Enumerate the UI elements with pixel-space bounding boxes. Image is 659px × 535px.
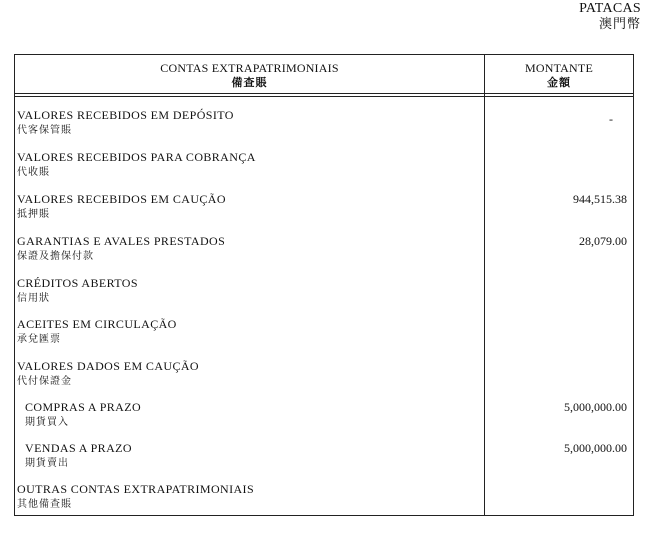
row-label [17, 358, 199, 390]
row-label-zh: 抵押賬 [17, 209, 50, 220]
row-label [17, 316, 177, 348]
row-label-zh: 承兌匯票 [17, 334, 61, 345]
table-row [15, 316, 633, 356]
currency-label [579, 1, 641, 31]
header-amount-pt: MONTANTE [525, 61, 593, 75]
row-label-pt: OUTRAS CONTAS EXTRAPATRIMONIAIS [17, 482, 255, 496]
row-label-pt: VALORES RECEBIDOS EM DEPÓSITO [17, 108, 234, 122]
row-label-zh: 代客保管賬 [17, 125, 72, 136]
row-label-pt: GARANTIAS E AVALES PRESTADOS [17, 234, 226, 248]
header-accounts [15, 61, 484, 91]
row-label [25, 399, 141, 431]
row-amount: 944,515.38 [573, 192, 627, 206]
header-amount-zh: 金額 [547, 77, 571, 89]
row-label [17, 233, 225, 265]
table-row [15, 481, 633, 521]
row-label [17, 191, 226, 223]
row-label [17, 149, 256, 181]
table-row [15, 149, 633, 189]
header-divider [15, 93, 633, 97]
row-amount: 5,000,000.00 [564, 400, 627, 414]
row-label-pt: VALORES RECEBIDOS PARA COBRANÇA [17, 150, 256, 164]
row-label-zh: 期貨買入 [25, 417, 69, 428]
table-row [15, 107, 633, 147]
row-label-pt: CRÉDITOS ABERTOS [17, 276, 138, 290]
header-accounts-zh: 備查賬 [231, 77, 268, 89]
row-label-zh: 期貨賣出 [25, 458, 69, 469]
row-label [17, 107, 234, 139]
table-row [15, 358, 633, 398]
table-row [15, 440, 633, 480]
row-label-pt: ACEITES EM CIRCULAÇÃO [17, 317, 177, 331]
table-row [15, 233, 633, 273]
row-label-zh: 其他備查賬 [17, 499, 72, 510]
row-label-pt: VALORES DADOS EM CAUÇÃO [17, 359, 199, 373]
table-row [15, 191, 633, 231]
row-label-pt: VALORES RECEBIDOS EM CAUÇÃO [17, 192, 226, 206]
header-accounts-pt: CONTAS EXTRAPATRIMONIAIS [160, 61, 339, 75]
row-amount: - [609, 112, 613, 126]
row-label-zh: 保證及擔保付款 [17, 251, 94, 262]
currency-zh: 澳門幣 [598, 16, 641, 31]
off-balance-table [14, 54, 634, 516]
row-label-zh: 代付保證金 [17, 376, 72, 387]
row-label [17, 275, 138, 307]
row-label-zh: 代收賬 [17, 167, 50, 178]
row-label-zh: 信用狀 [17, 293, 50, 304]
row-label-pt: COMPRAS A PRAZO [25, 400, 142, 414]
row-label [25, 440, 132, 472]
row-amount: 5,000,000.00 [564, 441, 627, 455]
table-row [15, 399, 633, 439]
row-label [17, 481, 254, 513]
header-amount [485, 61, 633, 91]
row-amount: 28,079.00 [579, 234, 627, 248]
table-row [15, 275, 633, 315]
currency-pt: PATACAS [579, 1, 641, 16]
row-label-pt: VENDAS A PRAZO [25, 441, 132, 455]
